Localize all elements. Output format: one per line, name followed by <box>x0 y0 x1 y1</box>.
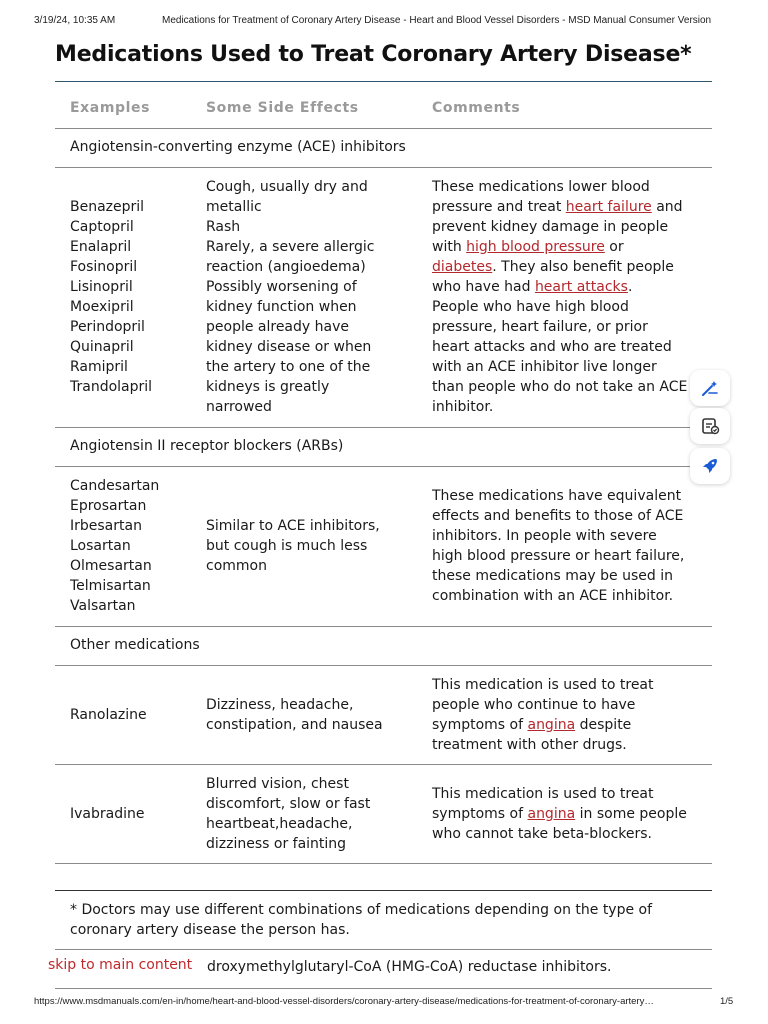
text-fragment: symptoms of <box>432 717 528 733</box>
print-date: 3/19/24, 10:35 AM <box>34 15 116 26</box>
text-line: who cannot take beta-blockers. <box>432 826 652 842</box>
text-line: high blood pressure or heart failure, <box>432 548 685 564</box>
text-line <box>432 277 687 297</box>
group-row-other-medications <box>55 627 712 666</box>
text-line: Possibly worsening of <box>206 279 357 295</box>
text-line: heartbeat,headache, <box>206 816 353 832</box>
skip-to-main-content-link[interactable]: skip to main content <box>48 957 193 973</box>
text-line: kidneys is greatly <box>206 379 330 395</box>
link-diabetes[interactable]: diabetes <box>432 259 493 275</box>
text-line: People who have high blood <box>432 299 629 315</box>
column-header-comments: Comments <box>432 100 521 116</box>
drug-name: Ranolazine <box>70 707 147 723</box>
text-line: with an ACE inhibitor live longer <box>432 359 657 375</box>
text-fragment: with <box>432 239 467 255</box>
side-effects-cell <box>206 516 380 576</box>
text-fragment: . <box>627 279 633 295</box>
text-fragment: and <box>651 199 683 215</box>
link-angina[interactable]: angina <box>527 717 576 733</box>
side-effects-cell <box>206 177 374 417</box>
table-header <box>55 88 712 129</box>
text-line: These medications have equivalent <box>432 488 682 504</box>
drug-name: Quinapril <box>70 339 134 355</box>
text-line: * Doctors may use different combinations of medications depending on the type of <box>70 902 653 918</box>
text-line: This medication is used to treat <box>432 786 654 802</box>
text-line <box>432 197 687 217</box>
drug-name: Olmesartan <box>70 558 152 574</box>
rocket-icon <box>700 456 720 476</box>
group-row-arbs <box>55 428 712 467</box>
page-number: 1/5 <box>720 996 734 1007</box>
drug-name: Valsartan <box>70 598 136 614</box>
text-line: pressure, heart failure, or prior <box>432 319 648 335</box>
medications-table <box>55 88 712 864</box>
text-line: These medications lower blood <box>432 179 650 195</box>
drug-name: Irbesartan <box>70 518 142 534</box>
side-effects-cell <box>206 695 383 735</box>
text-line: narrowed <box>206 399 272 415</box>
table-row-ivabradine <box>55 765 712 864</box>
text-line: This medication is used to treat <box>432 677 654 693</box>
text-line: kidney disease or when <box>206 339 372 355</box>
drug-name: Ramipril <box>70 359 128 375</box>
drug-name: Losartan <box>70 538 131 554</box>
text-line: inhibitors. In people with severe <box>432 528 657 544</box>
table-row-arbs <box>55 467 712 627</box>
text-line: effects and benefits to those of ACE <box>432 508 684 524</box>
drug-name: Captopril <box>70 219 134 235</box>
text-line: Blurred vision, chest <box>206 776 349 792</box>
text-line: than people who do not take an ACE <box>432 379 688 395</box>
drug-name: Fosinopril <box>70 259 138 275</box>
text-fragment: or <box>604 239 624 255</box>
link-angina[interactable]: angina <box>527 806 576 822</box>
drug-name: Benazepril <box>70 199 145 215</box>
magic-edit-icon <box>700 378 720 398</box>
text-line: metallic <box>206 199 262 215</box>
text-line: inhibitor. <box>432 399 494 415</box>
text-line: reaction (angioedema) <box>206 259 366 275</box>
rocket-button[interactable] <box>690 448 730 484</box>
text-line: these medications may be used in <box>432 568 673 584</box>
text-line: treatment with other drugs. <box>432 737 627 753</box>
text-line: dizziness or fainting <box>206 836 347 852</box>
text-fragment: . They also benefit people <box>492 259 674 275</box>
text-fragment: pressure and treat <box>432 199 566 215</box>
drug-name: Perindopril <box>70 319 145 335</box>
text-line: heart attacks and who are treated <box>432 339 672 355</box>
print-header <box>0 15 768 31</box>
text-line: but cough is much less <box>206 538 368 554</box>
text-line: Similar to ACE inhibitors, <box>206 518 380 534</box>
column-header-side-effects: Some Side Effects <box>206 100 359 116</box>
group-label: Angiotensin-converting enzyme (ACE) inhibitors <box>70 139 406 155</box>
document-check-button[interactable] <box>690 408 730 444</box>
text-line: the artery to one of the <box>206 359 371 375</box>
group-label: Other medications <box>70 637 200 653</box>
text-line <box>432 804 687 824</box>
print-page-title: Medications for Treatment of Coronary Artery Disease - Heart and Blood Vessel Disorders - MSD Manual Consumer Version <box>162 15 712 26</box>
text-line: prevent kidney damage in people <box>432 219 669 235</box>
text-line: coronary artery disease the person has. <box>70 922 350 938</box>
text-line: people already have <box>206 319 349 335</box>
text-line: kidney function when <box>206 299 357 315</box>
table-row-ranolazine <box>55 666 712 765</box>
group-row-ace-inhibitors <box>55 129 712 168</box>
text-line <box>432 715 654 735</box>
text-fragment: symptoms of <box>432 806 528 822</box>
drug-name: Moexipril <box>70 299 134 315</box>
text-line: Cough, usually dry and <box>206 179 368 195</box>
title-divider <box>55 81 712 82</box>
text-line: people who continue to have <box>432 697 636 713</box>
side-toolbar <box>690 368 732 486</box>
divider <box>55 988 712 989</box>
examples-cell <box>70 197 152 397</box>
document-check-icon <box>700 416 720 436</box>
drug-name: Telmisartan <box>70 578 151 594</box>
drug-name: Trandolapril <box>70 379 153 395</box>
side-effects-cell <box>206 774 370 854</box>
column-header-examples: Examples <box>70 100 151 116</box>
examples-cell <box>70 476 159 616</box>
text-line: Dizziness, headache, <box>206 697 354 713</box>
text-line: discomfort, slow or fast <box>206 796 371 812</box>
text-fragment: despite <box>575 717 632 733</box>
text-fragment: who have had <box>432 279 535 295</box>
text-line: combination with an ACE inhibitor. <box>432 588 674 604</box>
drug-name: Ivabradine <box>70 806 145 822</box>
footnote-divider <box>55 890 712 891</box>
text-line: common <box>206 558 267 574</box>
text-line: constipation, and nausea <box>206 717 383 733</box>
comments-cell <box>432 784 687 844</box>
examples-cell <box>70 705 147 725</box>
drug-name: Eprosartan <box>70 498 147 514</box>
text-line: Rarely, a severe allergic <box>206 239 375 255</box>
link-high-blood-pressure[interactable]: high blood pressure <box>466 239 605 255</box>
comments-cell <box>432 675 654 755</box>
drug-name: Candesartan <box>70 478 160 494</box>
comments-cell <box>432 177 687 417</box>
text-fragment: in some people <box>575 806 687 822</box>
text-line: Rash <box>206 219 241 235</box>
magic-edit-button[interactable] <box>690 370 730 406</box>
drug-name: Lisinopril <box>70 279 133 295</box>
page-title: Medications Used to Treat Coronary Artery Disease* <box>55 42 692 67</box>
group-label: Angiotensin II receptor blockers (ARBs) <box>70 438 344 454</box>
text-line <box>432 257 687 277</box>
drug-name: Enalapril <box>70 239 132 255</box>
divider <box>55 949 712 950</box>
comments-cell <box>432 486 684 606</box>
table-footnote <box>70 900 652 940</box>
examples-cell <box>70 804 144 824</box>
text-line <box>432 237 687 257</box>
link-heart-attacks[interactable]: heart attacks <box>534 279 628 295</box>
page-url: https://www.msdmanuals.com/en-in/home/heart-and-blood-vessel-disorders/coronary-artery-disease/medications-for-treatment-of-coronary-artery… <box>34 996 654 1007</box>
truncated-text: droxymethylglutaryl-CoA (HMG-CoA) reductase inhibitors. <box>207 959 612 975</box>
table-row-ace-inhibitors <box>55 168 712 428</box>
link-heart-failure[interactable]: heart failure <box>565 199 652 215</box>
